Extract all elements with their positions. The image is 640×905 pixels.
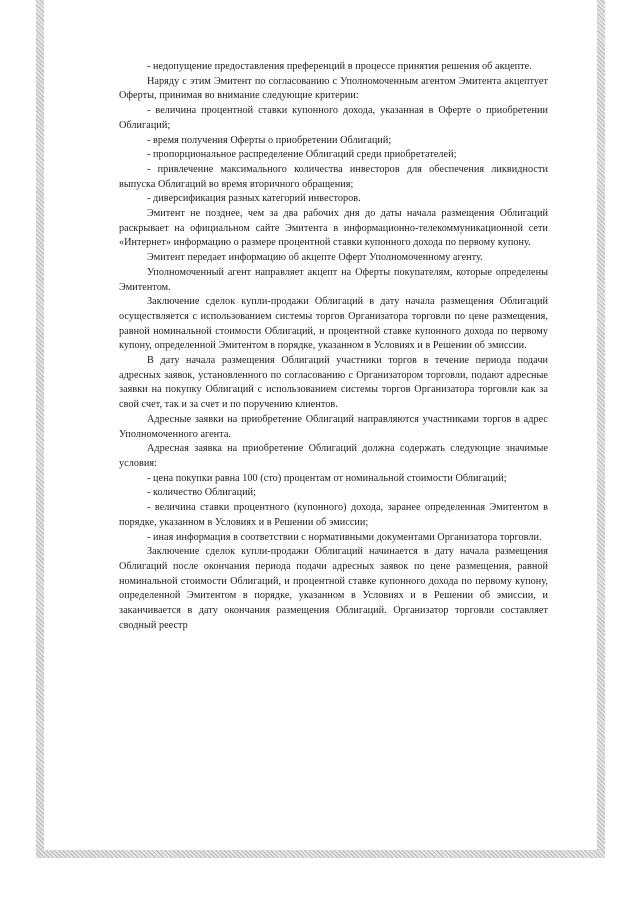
- paragraph: Заключение сделок купли-продажи Облигаций начинается в дату начала размещения Облигаций после окончания периода подачи адресных заявок по цене размещения, равной номинальной стоимости Облигаций, и процентной ставке купонного дохода по первому купону, определенной Эмитентом в порядке, указанном в Условиях и в Решении об эмиссии, и заканчивается в дату окончания размещения Облигаций. Организатор торговли составляет сводный реестр: [119, 546, 548, 631]
- paragraph: В дату начала размещения Облигаций участники торгов в течение периода подачи адресных заявок, установленного по согласованию с Организатором торговли, подают адресные заявки на покупку Облигаций с использованием системы торгов Организатора торговли как за свой счет, так и за счет и по поручению клиентов.: [119, 355, 548, 411]
- paragraph: Адресная заявка на приобретение Облигаций должна содержать следующие значимые условия:: [119, 443, 548, 469]
- paragraph: - величина ставки процентного (купонного) дохода, заранее определенная Эмитентом в порядке, указанном в Условиях и в Решении об эмиссии;: [119, 502, 548, 528]
- paragraph: Эмитент передает информацию об акцепте Оферт Уполномоченному агенту.: [147, 252, 483, 264]
- page-border-bottom: [36, 850, 605, 858]
- paragraph: Наряду с этим Эмитент по согласованию с Уполномоченным агентом Эмитента акцептует Оферты, принимая во внимание следующие критерии:: [119, 75, 548, 102]
- paragraph: - иная информация в соответствии с нормативными документами Организатора торговли.: [147, 531, 542, 543]
- paragraph: Уполномоченный агент направляет акцепт на Оферты покупателям, которые определены Эмитентом.: [119, 266, 548, 293]
- paragraph: - цена покупки равна 100 (сто) процентам от номинальной стоимости Облигаций;: [147, 472, 507, 484]
- paragraph: - недопущение предоставления преференций в процессе принятия решения об акцепте.: [147, 61, 532, 72]
- paragraph: - количество Облигаций;: [147, 487, 256, 499]
- paragraph: Эмитент не позднее, чем за два рабочих дня до даты начала размещения Облигаций раскрывает на официальном сайте Эмитента в информационно-телекоммуникационной сети «Интернет» информацию о размере процентной ставки купонного дохода по первому купону.: [119, 208, 548, 249]
- paragraph: - величина процентной ставки купонного дохода, указанная в Оферте о приобретении Облигаций;: [119, 105, 548, 131]
- paragraph: - диверсификация разных категорий инвесторов.: [147, 193, 361, 205]
- page-border-right: [597, 0, 605, 858]
- page-border-left: [36, 0, 44, 858]
- document-body: [119, 60, 548, 633]
- paragraph: - пропорциональное распределение Облигаций среди приобретателей;: [147, 149, 457, 161]
- paragraph: - время получения Оферты о приобретении Облигаций;: [147, 134, 392, 146]
- paragraph: Адресные заявки на приобретение Облигаций направляются участниками торгов в адрес Уполномоченного агента.: [119, 413, 548, 440]
- paragraph: - привлечение максимального количества инвесторов для обеспечения ликвидности выпуска Облигаций во время вторичного обращения;: [119, 163, 548, 190]
- paragraph: Заключение сделок купли-продажи Облигаций в дату начала размещения Облигаций осуществляется с использованием системы торгов Организатора торговли по цене размещения, равной номинальной стоимости Облигаций, и процентной ставке купонного дохода по первому купону, определенной Эмитентом в порядке, указанном в Условиях и в Решении об эмиссии.: [119, 296, 548, 352]
